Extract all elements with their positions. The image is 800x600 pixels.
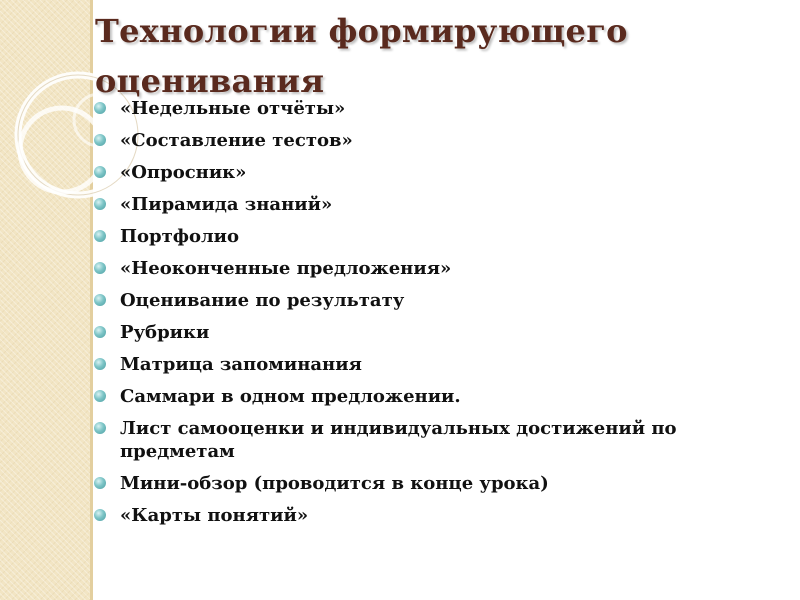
- list-item: [92, 129, 782, 152]
- list-item: [92, 353, 782, 376]
- technologies-list: [92, 97, 782, 536]
- bullet-icon: [94, 358, 106, 370]
- list-item-text: Саммари в одном предложении.: [120, 386, 461, 407]
- list-item: [92, 193, 782, 216]
- list-item-text: «Карты понятий»: [120, 505, 309, 526]
- list-item: [92, 161, 782, 184]
- bullet-icon: [94, 262, 106, 274]
- list-item: [92, 289, 782, 312]
- list-item: [92, 97, 782, 120]
- list-item-text: «Составление тестов»: [120, 130, 353, 151]
- list-item: [92, 257, 782, 280]
- bullet-icon: [94, 390, 106, 402]
- list-item-text: Матрица запоминания: [120, 354, 362, 375]
- list-item-text: Оценивание по результату: [120, 290, 405, 311]
- list-item-text: «Опросник»: [120, 162, 247, 183]
- bullet-icon: [94, 326, 106, 338]
- bullet-icon: [94, 422, 106, 434]
- list-item: [92, 225, 782, 248]
- bullet-icon: [94, 134, 106, 146]
- list-item-text: «Недельные отчёты»: [120, 98, 346, 119]
- bullet-icon: [94, 102, 106, 114]
- list-item: [92, 321, 782, 344]
- list-item-text: «Неоконченные предложения»: [120, 258, 452, 279]
- list-item-text: Рубрики: [120, 322, 210, 343]
- list-item: [92, 417, 782, 463]
- bullet-icon: [94, 477, 106, 489]
- bullet-icon: [94, 166, 106, 178]
- list-item: [92, 472, 782, 495]
- list-item: [92, 385, 782, 408]
- list-item-text: «Пирамида знаний»: [120, 194, 333, 215]
- bullet-icon: [94, 230, 106, 242]
- slide-title: Технологии формирующего оценивания: [95, 12, 628, 100]
- list-item-text: Лист самооценки и индивидуальных достижений по предметам: [120, 418, 677, 462]
- list-item-text: Портфолио: [120, 226, 240, 247]
- bullet-icon: [94, 198, 106, 210]
- bullet-icon: [94, 509, 106, 521]
- list-item: [92, 504, 782, 527]
- list-item-text: Мини-обзор (проводится в конце урока): [120, 473, 549, 494]
- bullet-icon: [94, 294, 106, 306]
